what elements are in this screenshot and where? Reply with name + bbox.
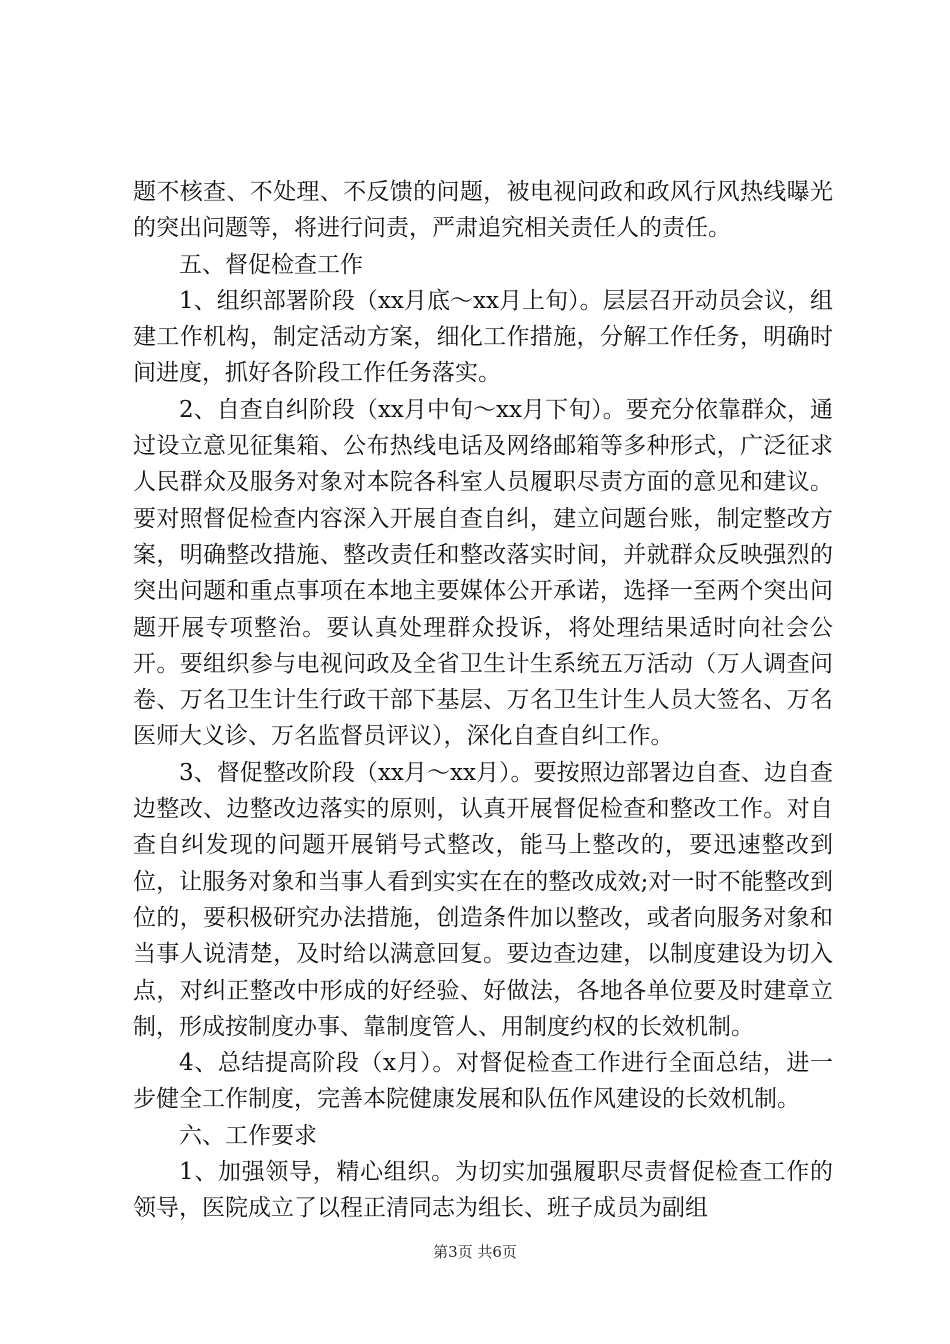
paragraph-stage-2: 2、自查自纠阶段（xx月中旬～xx月下旬）。要充分依靠群众，通过设立意见征集箱、公布热线电话及网络邮箱等多种形式，广泛征求人民群众及服务对象对本院各科室人员履职尽责方面的意见和建议。要对照督促检查内容深入开展自查自纠，建立问题台账，制定整改方案，明确整改措施、整改责任和整改落实时间，并就群众反映强烈的突出问题和重点事项在本地主要媒体公开承诺，选择一至两个突出问题开展专项整治。要认真处理群众投诉，将处理结果适时向社会公开。要组织参与电视问政及全省卫生计生系统五万活动（万人调查问卷、万名卫生计生行政干部下基层、万名卫生计生人员大签名、万名医师大义诊、万名监督员评议），深化自查自纠工作。 bbox=[133, 396, 833, 750]
paragraph-continuation: 题不核查、不处理、不反馈的问题，被电视问政和政风行风热线曝光的突出问题等，将进行问责，严肃追究相关责任人的责任。 bbox=[133, 179, 833, 242]
paragraph-stage-1: 1、组织部署阶段（xx月底～xx月上旬）。层层召开动员会议，组建工作机构，制定活动方案，细化工作措施，分解工作任务，明确时间进度，抓好各阶段工作任务落实。 bbox=[133, 287, 833, 387]
section-heading-five: 五、督促检查工作 bbox=[179, 251, 363, 278]
document-body bbox=[133, 174, 833, 1227]
page-number-footer: 第3页 共6页 bbox=[433, 1243, 517, 1261]
paragraph-requirement-1: 1、加强领导，精心组织。为切实加强履职尽责督促检查工作的领导，医院成立了以程正清同志为组长、班子成员为副组 bbox=[133, 1159, 833, 1222]
section-heading-six: 六、工作要求 bbox=[179, 1122, 317, 1149]
paragraph-stage-4: 4、总结提高阶段（x月）。对督促检查工作进行全面总结，进一步健全工作制度，完善本院健康发展和队伍作风建设的长效机制。 bbox=[133, 1050, 833, 1113]
paragraph-stage-3: 3、督促整改阶段（xx月～xx月）。要按照边部署边自查、边自查边整改、边整改边落实的原则，认真开展督促检查和整改工作。对自查自纠发现的问题开展销号式整改，能马上整改的，要迅速整改到位，让服务对象和当事人看到实实在在的整改成效;对一时不能整改到位的，要积极研究办法措施，创造条件加以整改，或者向服务对象和当事人说清楚，及时给以满意回复。要边查边建，以制度建设为切入点，对纠正整改中形成的好经验、好做法，各地各单位要及时建章立制，形成按制度办事、靠制度管人、用制度约权的长效机制。 bbox=[133, 759, 833, 1040]
